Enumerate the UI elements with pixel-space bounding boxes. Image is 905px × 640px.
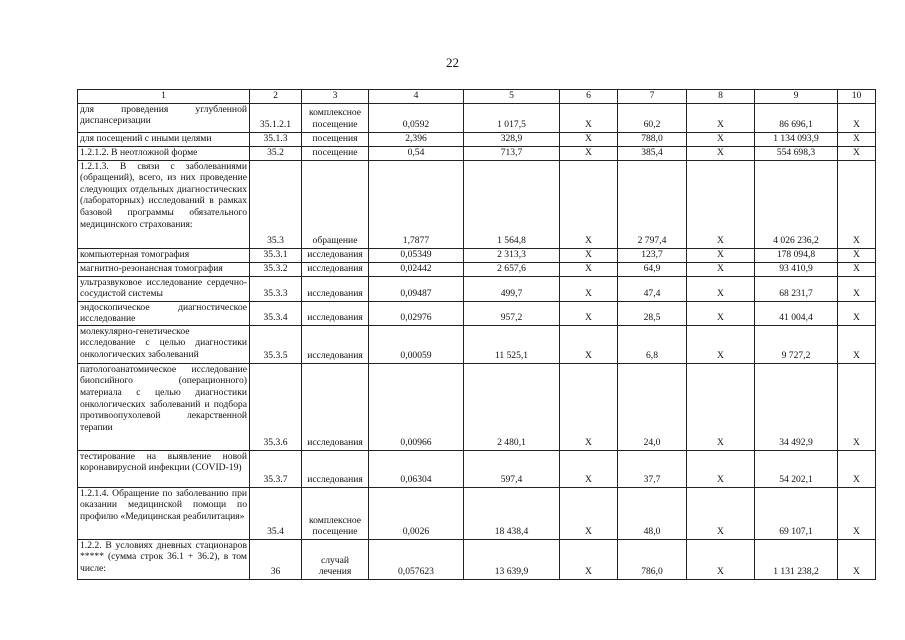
budget-total-cell: X xyxy=(687,160,755,248)
oms-total-cell: 34 492,9 xyxy=(755,363,838,450)
oms-per-capita-cell: 788,0 xyxy=(618,132,687,146)
oms-per-capita-cell: 24,0 xyxy=(618,363,687,450)
oms-per-capita-cell: 123,7 xyxy=(618,248,687,262)
oms-per-capita-cell: 2 797,4 xyxy=(618,160,687,248)
unit-cell: исследования xyxy=(302,325,369,363)
indicator-cell: эндоскопическое диагностическое исследование xyxy=(78,301,250,325)
cost-per-unit-cell: 957,2 xyxy=(464,301,560,325)
oms-per-capita-cell: 6,8 xyxy=(618,325,687,363)
cost-per-unit-cell: 499,7 xyxy=(464,276,560,301)
header-cell-7: 7 xyxy=(618,90,687,104)
budget-total-cell: X xyxy=(687,363,755,450)
unit-cell: посещения xyxy=(302,132,369,146)
volume-cell: 0,06304 xyxy=(369,450,464,487)
unit-cell: комплексное посещение xyxy=(302,103,369,132)
table-row xyxy=(78,539,876,579)
budget-total-cell: X xyxy=(687,301,755,325)
line-number-cell: 35.2 xyxy=(250,146,302,160)
oms-total-cell: 93 410,9 xyxy=(755,262,838,276)
cost-per-unit-cell: 1 017,5 xyxy=(464,103,560,132)
line-number-cell: 35.3.4 xyxy=(250,301,302,325)
budget-total-cell: X xyxy=(687,487,755,539)
table-row xyxy=(78,103,876,132)
indicator-cell: компьютерная томография xyxy=(78,248,250,262)
line-number-cell: 35.1.3 xyxy=(250,132,302,146)
budget-per-capita-cell: X xyxy=(560,248,618,262)
indicator-cell: молекулярно-генетическое исследование с целью диагностики онкологических заболеваний xyxy=(78,325,250,363)
header-cell-4: 4 xyxy=(369,90,464,104)
volume-cell: 0,54 xyxy=(369,146,464,160)
line-number-cell: 35.3.7 xyxy=(250,450,302,487)
budget-per-capita-cell: X xyxy=(560,363,618,450)
percent-cell: X xyxy=(838,132,876,146)
line-number-cell: 35.1.2.1 xyxy=(250,103,302,132)
budget-per-capita-cell: X xyxy=(560,146,618,160)
line-number-cell: 35.3.5 xyxy=(250,325,302,363)
budget-per-capita-cell: X xyxy=(560,103,618,132)
cost-per-unit-cell: 2 480,1 xyxy=(464,363,560,450)
volume-cell: 0,02442 xyxy=(369,262,464,276)
indicator-cell: 1.2.1.3. В связи с заболеваниями (обращений), всего, из них проведение следующих отдельных диагностических (лабораторных) исследований в рамках базовой программы обязательного медицинского страхования: xyxy=(78,160,250,248)
header-cell-5: 5 xyxy=(464,90,560,104)
cost-per-unit-cell: 11 525,1 xyxy=(464,325,560,363)
percent-cell: X xyxy=(838,487,876,539)
oms-total-cell: 554 698,3 xyxy=(755,146,838,160)
oms-total-cell: 86 696,1 xyxy=(755,103,838,132)
table-row xyxy=(78,450,876,487)
volume-cell: 1,7877 xyxy=(369,160,464,248)
unit-cell: исследования xyxy=(302,363,369,450)
budget-total-cell: X xyxy=(687,276,755,301)
budget-total-cell: X xyxy=(687,146,755,160)
line-number-cell: 35.4 xyxy=(250,487,302,539)
cost-per-unit-cell: 328,9 xyxy=(464,132,560,146)
table-row xyxy=(78,132,876,146)
line-number-cell: 35.3.2 xyxy=(250,262,302,276)
unit-cell: исследования xyxy=(302,262,369,276)
percent-cell: X xyxy=(838,325,876,363)
table-body xyxy=(78,90,876,580)
budget-total-cell: X xyxy=(687,103,755,132)
table-header-row xyxy=(78,90,876,104)
percent-cell: X xyxy=(838,276,876,301)
oms-per-capita-cell: 47,4 xyxy=(618,276,687,301)
oms-total-cell: 9 727,2 xyxy=(755,325,838,363)
indicator-cell: 1.2.2. В условиях дневных стационаров ***** (сумма строк 36.1 + 36.2), в том числе: xyxy=(78,539,250,579)
oms-per-capita-cell: 786,0 xyxy=(618,539,687,579)
indicator-cell: тестирование на выявление новой коронавирусной инфекции (COVID-19) xyxy=(78,450,250,487)
table-row xyxy=(78,363,876,450)
table-row xyxy=(78,146,876,160)
percent-cell: X xyxy=(838,160,876,248)
budget-per-capita-cell: X xyxy=(560,450,618,487)
oms-per-capita-cell: 48,0 xyxy=(618,487,687,539)
unit-cell: посещение xyxy=(302,146,369,160)
header-cell-2: 2 xyxy=(250,90,302,104)
volume-cell: 0,00059 xyxy=(369,325,464,363)
volume-cell: 0,057623 xyxy=(369,539,464,579)
table-row xyxy=(78,248,876,262)
line-number-cell: 35.3.6 xyxy=(250,363,302,450)
line-number-cell: 36 xyxy=(250,539,302,579)
header-cell-3: 3 xyxy=(302,90,369,104)
percent-cell: X xyxy=(838,103,876,132)
oms-total-cell: 178 094,8 xyxy=(755,248,838,262)
oms-total-cell: 4 026 236,2 xyxy=(755,160,838,248)
unit-cell: комплексное посещение xyxy=(302,487,369,539)
volume-cell: 2,396 xyxy=(369,132,464,146)
oms-per-capita-cell: 37,7 xyxy=(618,450,687,487)
budget-total-cell: X xyxy=(687,450,755,487)
budget-per-capita-cell: X xyxy=(560,160,618,248)
tariff-table xyxy=(77,89,876,580)
unit-cell: исследования xyxy=(302,450,369,487)
indicator-cell: ультразвуковое исследование сердечно-сосудистой системы xyxy=(78,276,250,301)
indicator-cell: патологоанатомическое исследование биопсийного (операционного) материала с целью диагностики онкологических заболеваний и подбора противоопухолевой лекарственной терапии xyxy=(78,363,250,450)
budget-total-cell: X xyxy=(687,248,755,262)
volume-cell: 0,00966 xyxy=(369,363,464,450)
table-row xyxy=(78,325,876,363)
volume-cell: 0,09487 xyxy=(369,276,464,301)
table-row xyxy=(78,262,876,276)
oms-per-capita-cell: 28,5 xyxy=(618,301,687,325)
indicator-cell: для посещений с иными целями xyxy=(78,132,250,146)
unit-cell: исследования xyxy=(302,301,369,325)
percent-cell: X xyxy=(838,301,876,325)
indicator-cell: магнитно-резонансная томография xyxy=(78,262,250,276)
oms-per-capita-cell: 60,2 xyxy=(618,103,687,132)
oms-total-cell: 41 004,4 xyxy=(755,301,838,325)
cost-per-unit-cell: 2 657,6 xyxy=(464,262,560,276)
cost-per-unit-cell: 713,7 xyxy=(464,146,560,160)
cost-per-unit-cell: 2 313,3 xyxy=(464,248,560,262)
budget-per-capita-cell: X xyxy=(560,301,618,325)
percent-cell: X xyxy=(838,450,876,487)
budget-per-capita-cell: X xyxy=(560,539,618,579)
oms-total-cell: 1 134 093,9 xyxy=(755,132,838,146)
oms-total-cell: 1 131 238,2 xyxy=(755,539,838,579)
table-row xyxy=(78,160,876,248)
volume-cell: 0,0592 xyxy=(369,103,464,132)
table-row xyxy=(78,276,876,301)
percent-cell: X xyxy=(838,262,876,276)
percent-cell: X xyxy=(838,146,876,160)
table-row xyxy=(78,487,876,539)
header-cell-10: 10 xyxy=(838,90,876,104)
oms-per-capita-cell: 385,4 xyxy=(618,146,687,160)
line-number-cell: 35.3.3 xyxy=(250,276,302,301)
oms-total-cell: 68 231,7 xyxy=(755,276,838,301)
oms-per-capita-cell: 64,9 xyxy=(618,262,687,276)
header-cell-8: 8 xyxy=(687,90,755,104)
oms-total-cell: 54 202,1 xyxy=(755,450,838,487)
line-number-cell: 35.3 xyxy=(250,160,302,248)
unit-cell: случай лечения xyxy=(302,539,369,579)
cost-per-unit-cell: 597,4 xyxy=(464,450,560,487)
budget-total-cell: X xyxy=(687,132,755,146)
budget-per-capita-cell: X xyxy=(560,325,618,363)
percent-cell: X xyxy=(838,539,876,579)
header-cell-1: 1 xyxy=(78,90,250,104)
indicator-cell: для проведения углубленной диспансеризации xyxy=(78,103,250,132)
cost-per-unit-cell: 18 438,4 xyxy=(464,487,560,539)
budget-total-cell: X xyxy=(687,539,755,579)
line-number-cell: 35.3.1 xyxy=(250,248,302,262)
indicator-cell: 1.2.1.2. В неотложной форме xyxy=(78,146,250,160)
budget-total-cell: X xyxy=(687,262,755,276)
percent-cell: X xyxy=(838,363,876,450)
budget-per-capita-cell: X xyxy=(560,132,618,146)
unit-cell: обращение xyxy=(302,160,369,248)
page-number: 22 xyxy=(446,55,459,70)
header-cell-6: 6 xyxy=(560,90,618,104)
budget-per-capita-cell: X xyxy=(560,262,618,276)
header-cell-9: 9 xyxy=(755,90,838,104)
budget-per-capita-cell: X xyxy=(560,487,618,539)
indicator-cell: 1.2.1.4. Обращение по заболеванию при оказании медицинской помощи по профилю «Медицинская реабилитация» xyxy=(78,487,250,539)
volume-cell: 0,0026 xyxy=(369,487,464,539)
cost-per-unit-cell: 13 639,9 xyxy=(464,539,560,579)
unit-cell: исследования xyxy=(302,276,369,301)
cost-per-unit-cell: 1 564,8 xyxy=(464,160,560,248)
volume-cell: 0,05349 xyxy=(369,248,464,262)
table-row xyxy=(78,301,876,325)
budget-per-capita-cell: X xyxy=(560,276,618,301)
unit-cell: исследования xyxy=(302,248,369,262)
oms-total-cell: 69 107,1 xyxy=(755,487,838,539)
volume-cell: 0,02976 xyxy=(369,301,464,325)
percent-cell: X xyxy=(838,248,876,262)
budget-total-cell: X xyxy=(687,325,755,363)
